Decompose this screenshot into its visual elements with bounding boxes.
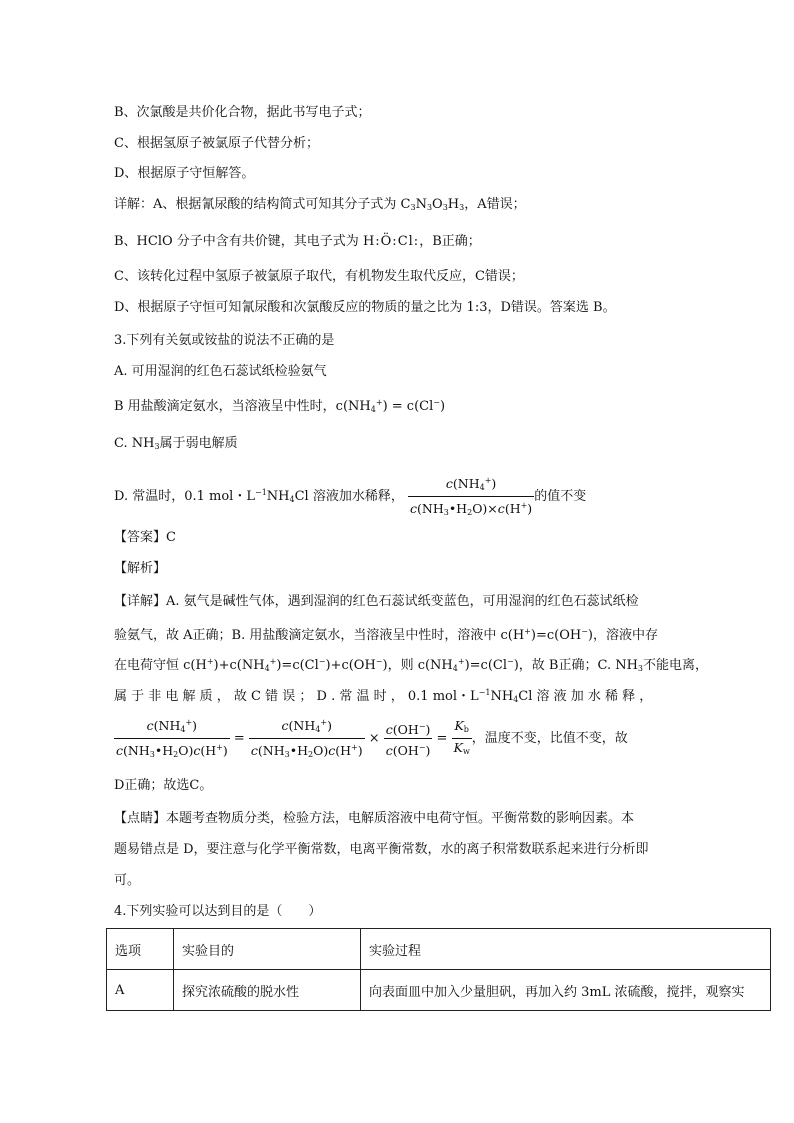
table-cell: 向表面皿中加入少量胆矾，再加入约 3mL 浓硫酸，搅拌，观察实 — [361, 970, 771, 1011]
detail-d: D、根据原子守恒可知氰尿酸和次氯酸反应的物质的量之比为 1:3，D错误。答案选 B。 — [114, 300, 616, 315]
q3-option-d: D. 常温时，0.1 mol・$L^{-1}NH_4Cl$ 溶液加水稀释， $\frac{c(NH_4^+)}{c(NH_3•H_2O)\times c(H^+)}$ 的值不变 — [114, 468, 586, 525]
q3-option-b: B 用盐酸滴定氨水，当溶液呈中性时，$c(NH_4^+) = c(Cl^-)$ — [114, 398, 446, 414]
table-row — [107, 970, 771, 1011]
detail-line-3: 在电荷守恒 $c(H^+)+c(NH_4^+)=c(Cl^-)+c(OH^-)$，则 $c(NH_4^+)=c(Cl^-)$，故 B正确；C. $NH_3$不能电离， — [114, 657, 709, 673]
header-cell: 实验过程 — [361, 929, 771, 970]
header-cell: 选项 — [107, 929, 174, 970]
answer: 【答案】C — [114, 530, 176, 545]
hint-c: C、根据氢原子被氯原子代替分析； — [114, 136, 319, 151]
hint-d: D、根据原子守恒解答。 — [114, 166, 255, 181]
table-cell: 探究浓硫酸的脱水性 — [174, 970, 361, 1011]
detail-line-6: D正确；故选C。 — [114, 778, 213, 793]
analysis-title: 【解析】 — [114, 561, 167, 576]
hint-b: B、次氯酸是共价化合物，据此书写电子式； — [114, 105, 371, 120]
q3-stem: 3.下列有关氨或铵盐的说法不正确的是 — [114, 333, 335, 348]
q3-option-a: A. 可用湿润的红色石蕊试纸检验氨气 — [114, 364, 327, 379]
q3-option-c: C. $NH_3$属于弱电解质 — [114, 436, 238, 451]
detail-equation: $\frac{c(NH_4^+)}{c(NH_3•H_2O)c(H^+)}$ = $\frac{c(NH_4^+)}{c(NH_3•H_2O)c(H^+)}$ × $\frac{c(OH^-)}{c(OH^-)}$ = $\frac{K_b}{K_w}$ ，温度不变，比值不变，故 — [114, 714, 628, 764]
table-header-row — [107, 929, 771, 970]
hclo-electron-formula: H:Ö:Cl: — [362, 234, 420, 249]
detail-b: B、HClO 分子中含有共价键，其电子式为 H:Ö:Cl:，B正确； — [114, 234, 481, 249]
detail-line-4: 属 于 非 电 解 质 ， 故 C 错 误 ； D . 常 温 时 ， 0.1 mol・$L^{-1}NH_4Cl$ 溶 液 加 水 稀 释 ， — [114, 688, 653, 704]
detail-line-1: 【详解】A. 氨气是碱性气体，遇到湿润的红色石蕊试纸变蓝色，可用湿润的红色石蕊试纸检 — [114, 594, 639, 609]
detail-a: 详解：A、根据氰尿酸的结构简式可知其分子式为 $C_3N_3O_3H_3$，A错误； — [114, 197, 526, 212]
option-d-fraction: $\frac{c(NH_4^+)}{c(NH_3•H_2O)\times c(H^+)}$ — [408, 472, 534, 521]
tip-line-2: 题易错点是 D，要注意与化学平衡常数，电离平衡常数，水的离子积常数联系起来进行分析即 — [114, 842, 649, 857]
tip-line-1: 【点睛】本题考查物质分类，检验方法，电解质溶液中电荷守恒。平衡常数的影响因素。本 — [114, 811, 635, 826]
detail-line-2: 验氨气，故 A正确；B. 用盐酸滴定氨水，当溶液呈中性时，溶液中 c(H+)=c(OH−)，溶液中存 — [114, 627, 658, 643]
q4-table — [106, 928, 771, 1011]
tip-line-3: 可。 — [114, 873, 141, 888]
table-cell: A — [107, 970, 174, 1011]
detail-c: C、该转化过程中氢原子被氯原子取代，有机物发生取代反应，C错误； — [114, 269, 524, 284]
header-cell: 实验目的 — [174, 929, 361, 970]
q4-stem: 4.下列实验可以达到目的是（ ） — [114, 904, 322, 919]
